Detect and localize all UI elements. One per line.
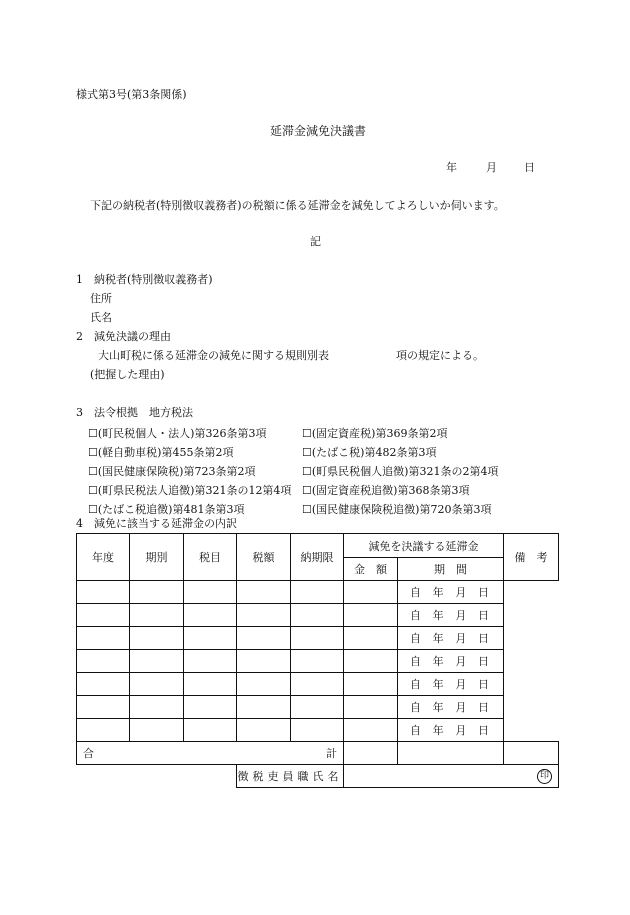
- header-deadline: 納期限: [291, 534, 344, 581]
- header-tax-amount: 税額: [237, 534, 291, 581]
- table-cell[interactable]: [130, 673, 184, 696]
- period-part: 月: [455, 724, 467, 737]
- table-cell[interactable]: [237, 604, 291, 627]
- period-parts: [398, 653, 503, 669]
- header-exemption-group: 減免を決議する延滞金: [344, 534, 504, 558]
- date-month: 月: [486, 161, 497, 174]
- table-row: [77, 581, 559, 604]
- official-signature-cell[interactable]: [344, 765, 559, 788]
- legal-basis-list: [88, 424, 558, 519]
- table-cell[interactable]: [184, 719, 237, 742]
- table-cell[interactable]: [130, 604, 184, 627]
- period-parts: [398, 722, 503, 738]
- header-tax-item: 税目: [184, 534, 237, 581]
- period-part: 自: [410, 586, 421, 599]
- period-cell[interactable]: [398, 604, 504, 627]
- table-row: [77, 650, 559, 673]
- period-part: 月: [455, 701, 467, 714]
- period-part: 日: [477, 724, 489, 737]
- period-part: 年: [432, 724, 444, 737]
- rule-suffix: 項の規定による。: [396, 349, 484, 362]
- table-row: [77, 627, 559, 650]
- table-cell[interactable]: [184, 650, 237, 673]
- document-title: 延滞金減免決議書: [270, 124, 367, 138]
- grasp-reason-label: (把握した理由): [90, 368, 165, 381]
- table-cell[interactable]: [344, 650, 398, 673]
- table-cell[interactable]: [77, 650, 130, 673]
- period-part: 年: [432, 701, 444, 714]
- section4-heading: 4 減免に該当する延滞金の内訳: [76, 517, 237, 530]
- period-parts: [398, 676, 503, 692]
- ki-mark: 記: [310, 235, 321, 248]
- period-part: 年: [432, 678, 444, 691]
- seal-icon: 印: [537, 769, 552, 784]
- table-cell[interactable]: [237, 650, 291, 673]
- total-label-right: 計: [326, 747, 337, 760]
- period-cell[interactable]: [398, 581, 504, 604]
- table-row: [77, 673, 559, 696]
- table-row: [77, 604, 559, 627]
- blank-cell: [77, 765, 237, 788]
- period-parts: [398, 699, 503, 715]
- table-cell[interactable]: [291, 673, 344, 696]
- table-cell[interactable]: [77, 627, 130, 650]
- date-year: 年: [446, 161, 457, 174]
- table-cell[interactable]: [291, 650, 344, 673]
- table-cell[interactable]: [291, 604, 344, 627]
- period-cell[interactable]: [398, 627, 504, 650]
- legal-basis-item[interactable]: ☐(国民健康保険税)第723条第2項: [88, 465, 256, 478]
- period-cell[interactable]: [398, 673, 504, 696]
- legal-basis-item[interactable]: ☐(固定資産税)第369条第2項: [302, 427, 448, 440]
- header-period: 期 間: [398, 558, 504, 581]
- legal-basis-row: [88, 443, 558, 462]
- legal-basis-item[interactable]: ☐(町県民税法人追徴)第321条の12第4項: [88, 484, 292, 497]
- section3-heading: 3 法令根拠 地方税法: [76, 406, 193, 419]
- header-money: 金 額: [344, 558, 398, 581]
- table-cell[interactable]: [130, 719, 184, 742]
- period-part: 自: [410, 655, 421, 668]
- period-part: 日: [477, 678, 489, 691]
- legal-basis-item[interactable]: ☐(たばこ税追徴)第481条第3項: [88, 503, 245, 516]
- official-name-label: 徴税吏員職氏名: [237, 765, 344, 788]
- period-part: 月: [455, 632, 467, 645]
- table-row: [77, 696, 559, 719]
- official-row: [77, 765, 559, 788]
- breakdown-table: [76, 533, 559, 788]
- table-cell[interactable]: [237, 581, 291, 604]
- table-cell[interactable]: [237, 719, 291, 742]
- period-part: 自: [410, 724, 421, 737]
- section2-heading: 2 減免決議の理由: [76, 330, 171, 343]
- name-label: 氏名: [90, 311, 112, 324]
- table-cell[interactable]: [130, 581, 184, 604]
- header-term: 期別: [130, 534, 184, 581]
- period-part: 日: [477, 655, 489, 668]
- period-part: 日: [477, 609, 489, 622]
- table-cell[interactable]: [130, 650, 184, 673]
- period-part: 年: [432, 609, 444, 622]
- total-label-cell: [77, 742, 344, 765]
- header-year: 年度: [77, 534, 130, 581]
- legal-basis-item[interactable]: ☐(町県民税個人追徴)第321条の2第4項: [302, 465, 499, 478]
- period-part: 自: [410, 701, 421, 714]
- intro-text: 下記の納税者(特別徴収義務者)の税額に係る延滞金を減免してよろしいか伺います。: [90, 199, 505, 212]
- period-part: 月: [455, 586, 467, 599]
- table-cell[interactable]: [184, 696, 237, 719]
- total-period-cell[interactable]: [398, 742, 504, 765]
- table-row: [77, 719, 559, 742]
- table-cell[interactable]: [184, 581, 237, 604]
- period-parts: [398, 584, 503, 600]
- table-cell[interactable]: [130, 627, 184, 650]
- legal-basis-row: [88, 462, 558, 481]
- period-cell[interactable]: [398, 719, 504, 742]
- period-part: 日: [477, 701, 489, 714]
- table-cell[interactable]: [344, 604, 398, 627]
- rule-text: 大山町税に係る延滞金の減免に関する規則別表: [98, 349, 329, 362]
- table-cell[interactable]: [344, 673, 398, 696]
- table-cell[interactable]: [237, 627, 291, 650]
- legal-basis-item[interactable]: ☐(たばこ税)第482条第3項: [302, 446, 437, 459]
- period-part: 自: [410, 632, 421, 645]
- period-part: 月: [455, 678, 467, 691]
- table-cell[interactable]: [184, 627, 237, 650]
- table-cell[interactable]: [291, 627, 344, 650]
- period-parts: [398, 607, 503, 623]
- period-part: 日: [477, 632, 489, 645]
- total-label: [77, 745, 343, 761]
- date-day: 日: [524, 161, 535, 174]
- table-cell[interactable]: [291, 696, 344, 719]
- total-money-cell[interactable]: [344, 742, 398, 765]
- period-parts: [398, 630, 503, 646]
- period-part: 年: [432, 655, 444, 668]
- table-cell[interactable]: [291, 719, 344, 742]
- period-cell[interactable]: [398, 696, 504, 719]
- legal-basis-item[interactable]: ☐(軽自動車税)第455条第2項: [88, 446, 234, 459]
- table-cell[interactable]: [130, 696, 184, 719]
- period-part: 月: [455, 655, 467, 668]
- legal-basis-row: [88, 481, 558, 500]
- table-cell[interactable]: [344, 696, 398, 719]
- table-cell[interactable]: [77, 673, 130, 696]
- section1-heading: 1 納税者(特別徴収義務者): [76, 273, 213, 286]
- legal-basis-item[interactable]: ☐(国民健康保険税追徴)第720条第3項: [302, 503, 492, 516]
- period-part: 月: [455, 609, 467, 622]
- period-part: 自: [410, 609, 421, 622]
- table-cell[interactable]: [77, 604, 130, 627]
- period-part: 年: [432, 632, 444, 645]
- table-cell[interactable]: [344, 627, 398, 650]
- total-remarks-cell[interactable]: [504, 742, 559, 765]
- table-cell[interactable]: [77, 696, 130, 719]
- total-row: [77, 742, 559, 765]
- table-cell[interactable]: [344, 581, 398, 604]
- period-part: 自: [410, 678, 421, 691]
- legal-basis-row: [88, 424, 558, 443]
- header-remarks: 備 考: [504, 534, 559, 581]
- table-cell[interactable]: [184, 673, 237, 696]
- period-part: 年: [432, 586, 444, 599]
- table-cell[interactable]: [344, 719, 398, 742]
- legal-basis-item[interactable]: ☐(固定資産税追徴)第368条第3項: [302, 484, 470, 497]
- table-cell[interactable]: [184, 604, 237, 627]
- form-number: 様式第3号(第3条関係): [76, 88, 187, 101]
- legal-basis-item[interactable]: ☐(町民税個人・法人)第326条第3項: [88, 427, 267, 440]
- table-cell[interactable]: [237, 696, 291, 719]
- period-part: 日: [477, 586, 489, 599]
- table-cell[interactable]: [77, 581, 130, 604]
- address-label: 住所: [90, 292, 112, 305]
- total-label-left: 合: [83, 747, 94, 760]
- table-cell[interactable]: [237, 673, 291, 696]
- table-cell[interactable]: [291, 581, 344, 604]
- table-cell[interactable]: [77, 719, 130, 742]
- period-cell[interactable]: [398, 650, 504, 673]
